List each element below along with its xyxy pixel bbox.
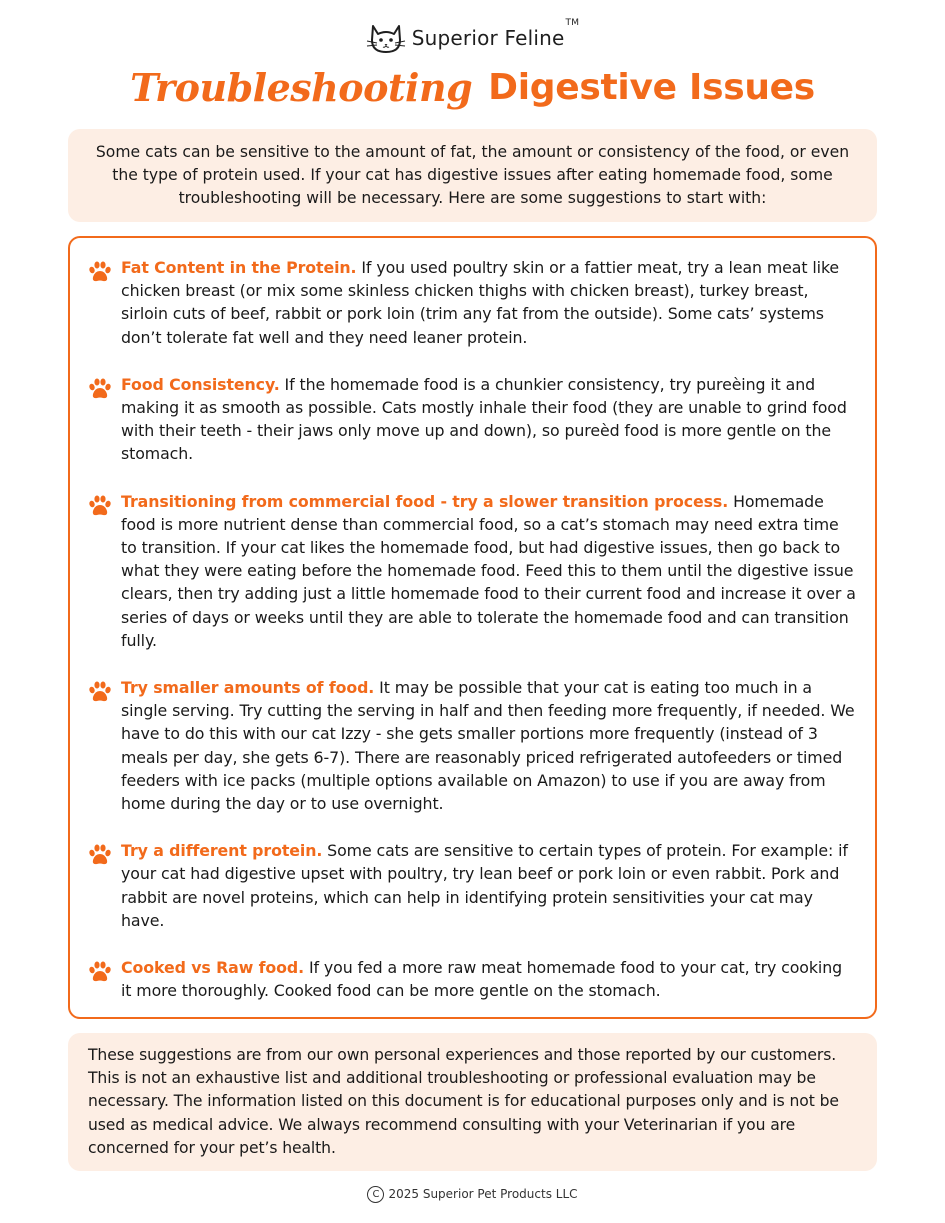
title-main: Digestive Issues xyxy=(488,66,815,108)
tip-text xyxy=(121,956,857,1002)
footer xyxy=(0,1183,945,1205)
tip-heading: Cooked vs Raw food. xyxy=(121,958,305,978)
copyright-icon: C xyxy=(367,1186,384,1203)
footer-text: 2025 Superior Pet Products LLC xyxy=(388,1187,578,1201)
paw-icon xyxy=(88,961,112,983)
tip-item xyxy=(88,676,857,815)
tip-item xyxy=(88,839,857,932)
tip-item xyxy=(88,490,857,652)
cat-face-icon xyxy=(366,20,406,56)
tip-heading: Transitioning from commercial food - try a slower transition process. xyxy=(121,491,729,511)
paw-icon xyxy=(88,261,112,283)
tip-body: If you fed a more raw meat homemade food to your cat, try cooking it more thoroughly. Cooked food can be more gentle on the stomach. xyxy=(121,958,843,1001)
tip-text xyxy=(121,373,857,466)
tip-text xyxy=(121,676,857,815)
disclaimer-panel xyxy=(68,1033,877,1171)
disclaimer-text: These suggestions are from our own personal experiences and those reported by our customers. This is not an exhaustive list and additional troubleshooting or professional evaluation may be necessary. The information listed on this document is for educational purposes only and is not be used as medical advice. We always recommend consulting with your Veterinarian if you are concerned for your pet’s health. xyxy=(88,1046,839,1157)
tip-body: Some cats are sensitive to certain types of protein. For example: if your cat had digestive upset with poultry, try lean beef or pork loin or even rabbit. Pork and rabbit are novel proteins, which can help in identifying protein sensitivities your cat may have. xyxy=(121,841,848,930)
brand-name: Superior Feline™ xyxy=(411,18,580,50)
paw-icon xyxy=(88,844,112,866)
tip-body: If you used poultry skin or a fattier meat, try a lean meat like chicken breast (or mix some skinless chicken thighs with chicken breast), turkey breast, sirloin cuts of beef, rabbit or pork loin (trim any fat from the outside). Some cats’ systems don’t tolerate fat well and they need leaner protein. xyxy=(121,258,840,347)
trademark-mark: TM xyxy=(565,18,580,28)
intro-text: Some cats can be sensitive to the amount of fat, the amount or consistency of the food, or even the type of protein used. If your cat has digestive issues after eating homemade food, some troubleshooting will be necessary. Here are some suggestions to start with: xyxy=(95,143,850,207)
page-title xyxy=(0,56,945,118)
paw-icon xyxy=(88,495,112,517)
tip-body: If the homemade food is a chunkier consistency, try pureèing it and making it as smooth as possible. Cats mostly inhale their food (they are unable to grind food with their teeth - their jaws only move up and down), so pureèd food is more gentle on the stomach. xyxy=(121,374,847,464)
tip-text xyxy=(121,839,857,932)
tip-text xyxy=(121,490,857,652)
tip-heading: Food Consistency. xyxy=(121,374,280,394)
tip-heading: Try smaller amounts of food. xyxy=(121,678,375,698)
brand-header xyxy=(0,18,945,58)
title-script: Troubleshooting xyxy=(130,64,473,110)
tip-item xyxy=(88,373,857,466)
tips-box xyxy=(68,236,877,1019)
tip-text xyxy=(121,256,857,349)
paw-icon xyxy=(88,681,112,703)
tip-heading: Fat Content in the Protein. xyxy=(121,258,357,277)
tip-heading: Try a different protein. xyxy=(121,841,323,861)
tip-item xyxy=(88,956,857,1002)
intro-panel xyxy=(68,129,877,222)
paw-icon xyxy=(88,378,112,400)
tip-body: It may be possible that your cat is eating too much in a single serving. Try cutting the serving in half and then feeding more frequently, if needed. We have to do this with our cat Izzy - she gets smaller portions more frequently (instead of 3 meals per day, she gets 6-7). There are reasonably priced refrigerated autofeeders or timed feeders with ice packs (multiple options available on Amazon) to use if you are away from home during the day or to use overnight. xyxy=(121,678,855,814)
tip-body: Homemade food is more nutrient dense than commercial food, so a cat’s stomach may need extra time to transition. If your cat likes the homemade food, but had digestive issues, then go back to what they were eating before the homemade food. Feed this to them until the digestive issue clears, then try adding just a little homemade food to their current food and increase it over a series of days or weeks until they are able to tolerate the homemade food and can transition fully. xyxy=(121,491,856,650)
tip-item xyxy=(88,256,857,349)
